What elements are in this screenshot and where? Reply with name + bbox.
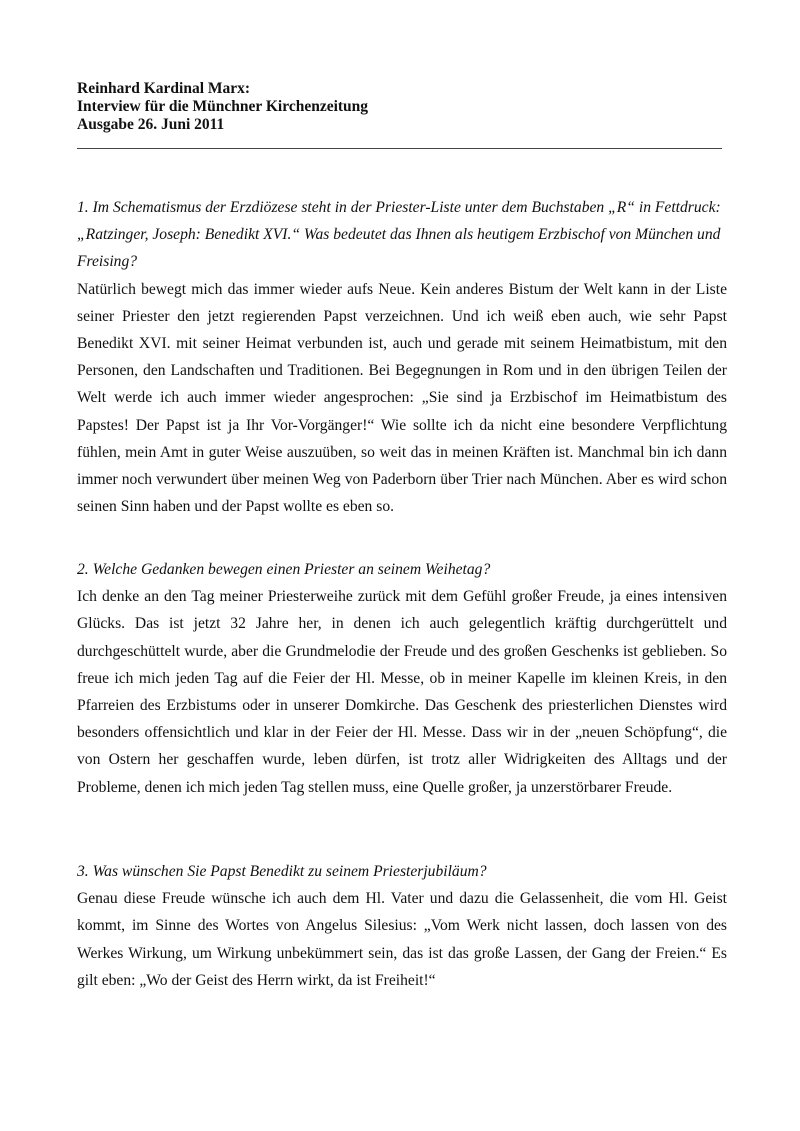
question-2: 2. Welche Gedanken bewegen einen Priester an seinem Weihetag?: [77, 561, 491, 578]
header-author: Reinhard Kardinal Marx:: [77, 80, 251, 97]
question-3: 3. Was wünschen Sie Papst Benedikt zu seinem Priesterjubiläum?: [77, 863, 487, 880]
answer-1: Natürlich bewegt mich das immer wieder aufs Neue. Kein anderes Bistum der Welt kann in der Liste seiner Priester den jetzt regierenden Papst verzeichnen. Und ich weiß eben auch, wie sehr Papst Benedikt XVI. mit seiner Heimat verbunden ist, auch und gerade mit seinem Heimatbistum, mit den Personen, den Landschaften und Traditionen. Bei Begegnungen in Rom und in den übrigen Teilen der Welt werde ich auch immer wieder angesprochen: „Sie sind ja Erzbischof im Heimatbistum des Papstes! Der Papst ist ja Ihr Vor-Vorgänger!“ Wie sollte ich da nicht eine besondere Verpflichtung fühlen, mein Amt in guter Weise auszuüben, so weit das in meinen Kräften ist. Manchmal bin ich dann immer noch verwundert über meinen Weg von Paderborn über Trier nach München. Aber es wird schon seinen Sinn haben und der Papst wollte es eben so.: [77, 280, 727, 516]
header-issue: Ausgabe 26. Juni 2011: [77, 116, 225, 133]
header-divider: [77, 148, 722, 149]
interview-section-1: [77, 194, 727, 520]
document-header: [77, 80, 727, 134]
header-title: Interview für die Münchner Kirchenzeitung: [77, 98, 369, 115]
answer-3: Genau diese Freude wünsche ich auch dem Hl. Vater und dazu die Gelassenheit, die vom Hl. Geist kommt, im Sinne des Wortes von Angelus Silesius: „Vom Werk nicht lassen, doch lassen von des Werkes Wirkung, um Wirkung unbekümmert sein, das ist das große Lassen, der Gang der Freien.“ Es gilt eben: „Wo der Geist des Herrn wirkt, da ist Freiheit!“: [77, 890, 727, 989]
question-1: 1. Im Schematismus der Erzdiözese steht in der Priester-Liste unter dem Buchstaben „R“ in Fettdruck: „Ratzinger, Joseph: Benedikt XVI.“ Was bedeutet das Ihnen als heutigem Erzbischof von München und Freising?: [77, 199, 721, 271]
interview-section-3: [77, 858, 727, 994]
answer-2: Ich denke an den Tag meiner Priesterweihe zurück mit dem Gefühl großer Freude, ja eines intensiven Glücks. Das ist jetzt 32 Jahre her, in denen ich auch gelegentlich kräftig durchgerüttelt und durchgeschüttelt wurde, aber die Grundmelodie der Freude und des großen Geschenks ist geblieben. So freue ich mich jeden Tag auf die Feier der Hl. Messe, ob in meiner Kapelle im kleinen Kreis, in den Pfarreien des Erzbistums oder in unserer Domkirche. Das Geschenk des priesterlichen Dienstes wird besonders offensichtlich und klar in der Feier der Hl. Messe. Dass wir in der „neuen Schöpfung“, die von Ostern her geschaffen wurde, leben dürfen, ist trotz aller Widrigkeiten des Alltags und der Probleme, denen ich mich jeden Tag stellen muss, eine Quelle großer, ja unzerstörbarer Freude.: [77, 588, 727, 796]
interview-section-2: [77, 556, 727, 801]
